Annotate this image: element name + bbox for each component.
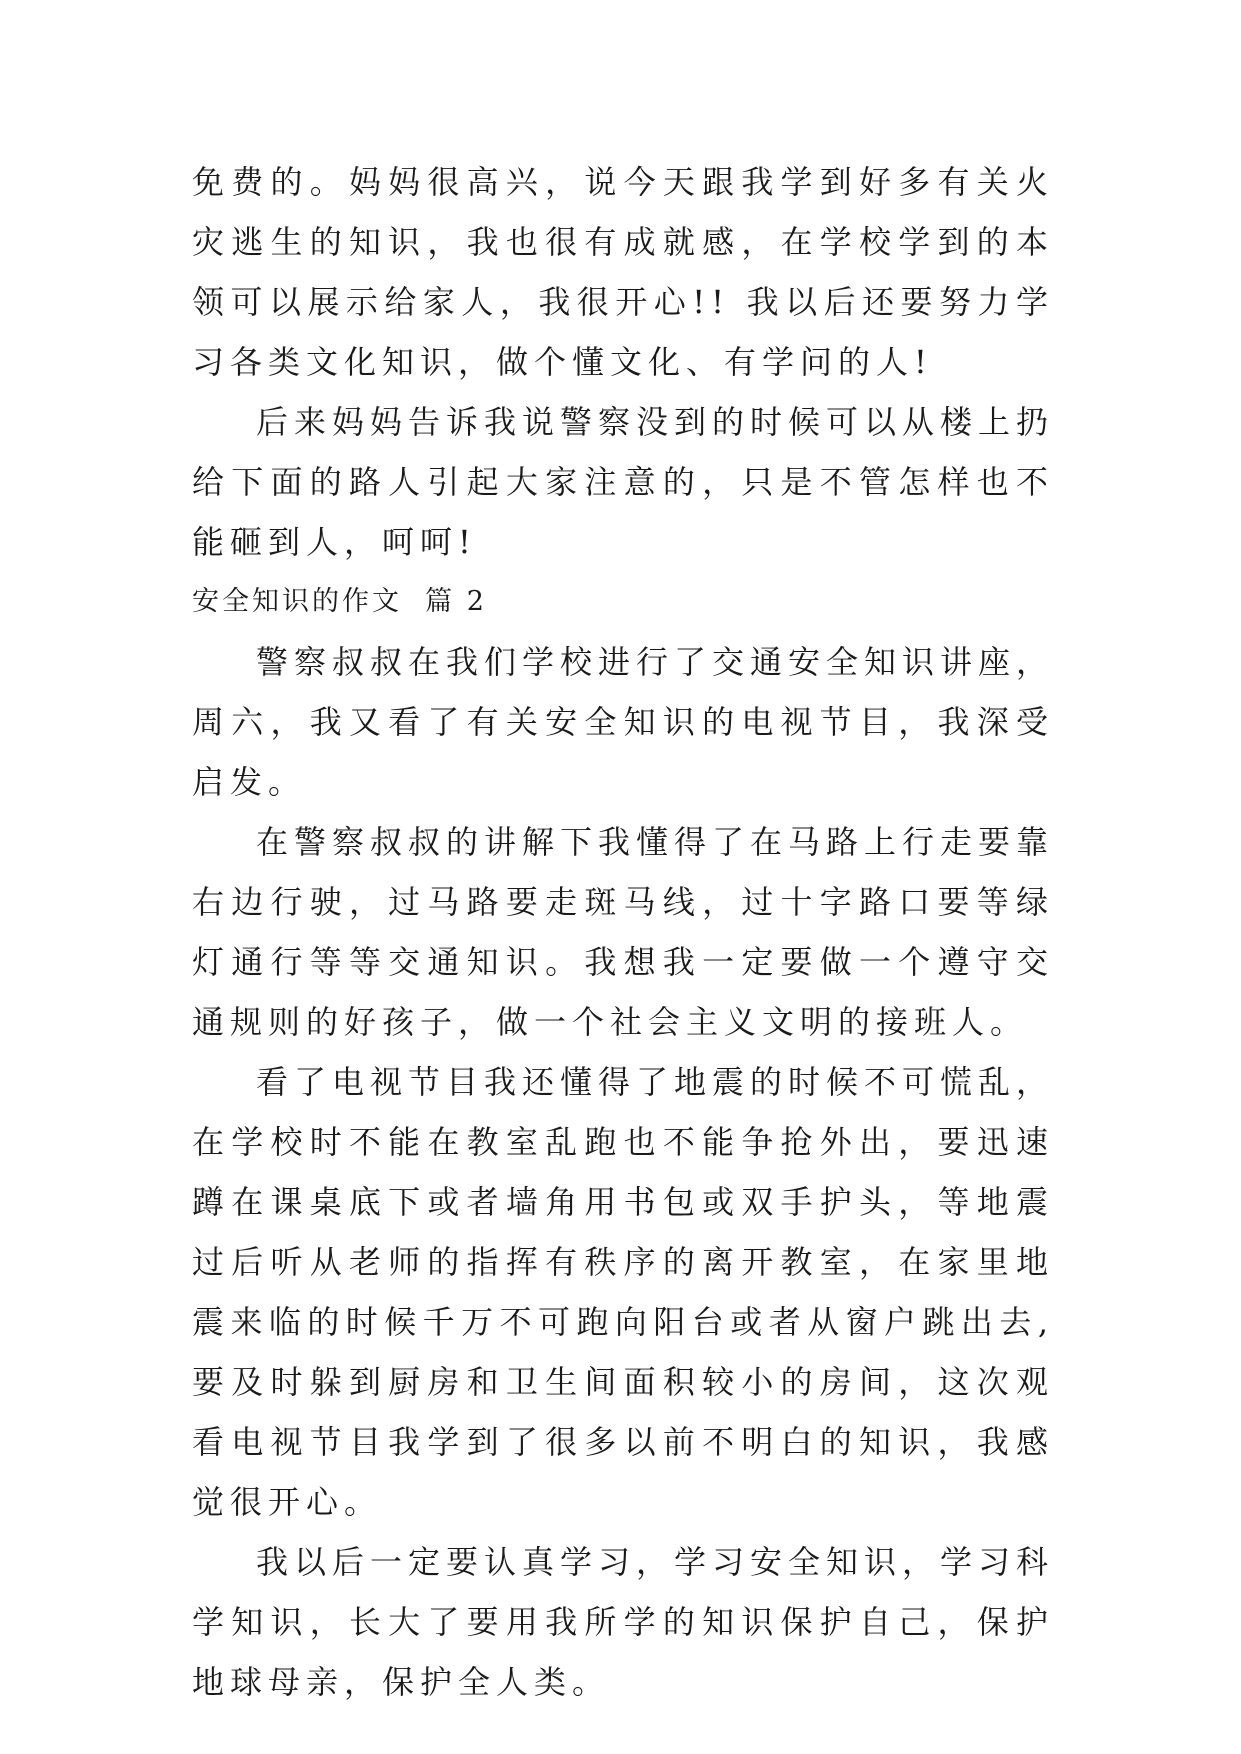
section-title: 安全知识的作文 篇 2 [192, 586, 487, 617]
paragraph-earthquake: 看了电视节目我还懂得了地震的时候不可慌乱，在学校时不能在教室乱跑也不能争抢外出，要迅速蹲在课桌底下或者墙角用书包或双手护头，等地震过后听从老师的指挥有秩序的离开教室，在家里地震来临的时候千万不可跑向阳台或者从窗户跳出去,要及时躲到厨房和卫生间面积较小的房间，这次观看电视节目我学到了很多以前不明白的知识，我感觉很开心。 [192, 1063, 1055, 1521]
paragraph-fire-escape-ending: 免费的。妈妈很高兴，说今天跟我学到好多有关火灾逃生的知识，我也很有成就感，在学校学到的本领可以展示给家人，我很开心!! 我以后还要努力学习各类文化知识，做个懂文化、有学问的人! [192, 163, 1054, 381]
paragraph-throw-items: 后来妈妈告诉我说警察没到的时候可以从楼上扔给下面的路人引起大家注意的，只是不管怎样也不能砸到人，呵呵! [192, 403, 1055, 561]
paragraph-lecture: 警察叔叔在我们学校进行了交通安全知识讲座，周六，我又看了有关安全知识的电视节目，我深受启发。 [192, 643, 1055, 801]
paragraph-conclusion: 我以后一定要认真学习，学习安全知识，学习科学知识，长大了要用我所学的知识保护自己，保护地球母亲，保护全人类。 [192, 1543, 1055, 1701]
document-body [192, 152, 1054, 1712]
paragraph-traffic-rules: 在警察叔叔的讲解下我懂得了在马路上行走要靠右边行驶，过马路要走斑马线，过十字路口要等绿灯通行等等交通知识。我想我一定要做一个遵守交通规则的好孩子，做一个社会主义文明的接班人。 [192, 823, 1055, 1041]
